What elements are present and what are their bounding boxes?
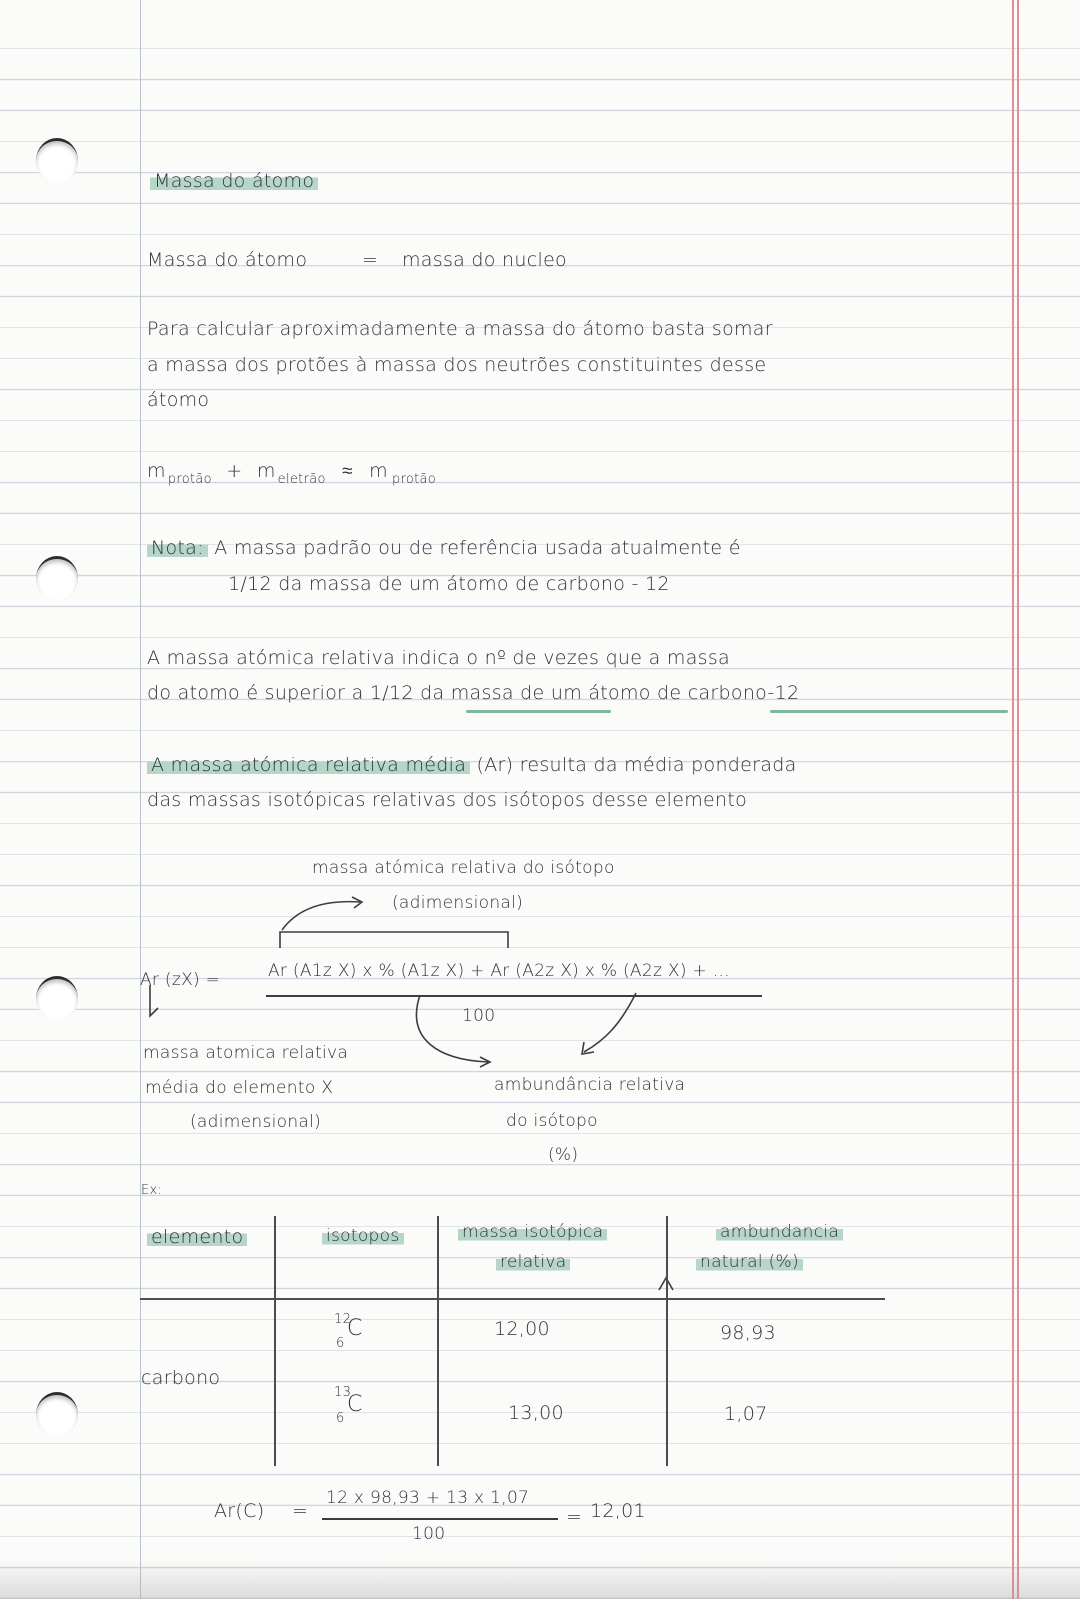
page-title: Massa do átomo [150,170,318,192]
abundance-annotation-line-2: do isótopo [506,1111,598,1131]
mass-line-eq: = [362,249,379,271]
abundance-annotation-line-1: ambundância relativa [494,1075,686,1095]
average-mass-line-2: das massas isotópicas relativas dos isótopos desse elemento [147,789,748,811]
formula-lhs: Ar (zX) = [140,970,221,990]
calc-equals-1: = [292,1500,309,1522]
abundance-annotation-line-3: (%) [548,1145,579,1165]
arrow-head [582,1042,594,1054]
average-annotation-line-1: massa atomica relativa [143,1043,349,1063]
average-mass-line-1: A massa atómica relativa média (Ar) resulta da média ponderada [147,754,797,776]
header-isotopic-mass: massa isotópica [458,1222,607,1242]
isotope-symbol: C [347,1316,363,1341]
header-relative: relativa [496,1252,570,1272]
bracket-line [280,932,508,948]
calc-result: 12,01 [590,1500,646,1522]
table-divider [274,1216,276,1466]
element-carbon: carbono [141,1367,221,1389]
header-isotopes: isotopos [322,1226,404,1246]
isotope-abundance: 1,07 [724,1403,768,1425]
isotope-mass-annotation: massa atómica relativa do isótopo [312,858,615,878]
paragraph-line-3: átomo [147,389,210,411]
abundance-arrow-1 [416,995,488,1062]
relative-mass-line-2: do atomo é superior a 1/12 da massa de um átomo de carbono-12 [147,682,800,704]
formula-numerator: Ar (A1z X) x % (A1z X) + Ar (A2z X) x % (A2z X) + ... [268,961,730,981]
annotation-arrow [282,902,360,930]
isotope-mass: 12,00 [494,1318,550,1340]
calc-lhs: Ar(C) [214,1500,265,1522]
isotope-atomic-number: 6 [336,1336,345,1351]
isotope-abundance: 98,93 [720,1322,776,1344]
header-element: elemento [147,1226,247,1248]
lhs-arrow [150,985,158,1016]
paragraph-line-2: a massa dos protões à massa dos neutrões constituintes desse [147,354,767,376]
mass-line-left: Massa do átomo [147,249,308,271]
abundance-arrow-2 [584,993,636,1052]
note-line-2: 1/12 da massa de um átomo de carbono - 12 [228,573,670,595]
isotope-atomic-number: 6 [336,1411,345,1426]
calc-equals-2: = [566,1506,583,1528]
calc-fraction-bar [322,1518,558,1520]
formula-denominator: 100 [462,1006,496,1026]
table-divider [437,1216,439,1466]
note-line-1: Nota: A massa padrão ou de referência usada atualmente é [147,537,741,559]
average-annotation-line-3: (adimensional) [190,1112,322,1132]
paragraph-line-1: Para calcular aproximadamente a massa do átomo basta somar [147,318,773,340]
mass-line-right: massa do nucleo [402,249,567,271]
header-natural: natural (%) [696,1252,803,1272]
approximation-line: m $_{protão}$ + m $_{eletrão}$ ≈ m $_{protão}$ [147,460,437,487]
header-abundance: ambundancia [716,1222,843,1242]
isotope-mass-number: 12 [334,1312,352,1327]
table-header-rule [140,1298,885,1300]
calc-numerator: 12 x 98,93 + 13 x 1,07 [326,1488,530,1508]
isotope-mass: 13,00 [508,1402,564,1424]
example-label: Ex: [141,1183,163,1198]
average-annotation-line-2: média do elemento X [145,1078,334,1098]
table-divider [666,1216,668,1466]
relative-mass-line-1: A massa atómica relativa indica o nº de vezes que a massa [147,647,730,669]
isotope-mass-annotation-unit: (adimensional) [392,893,524,913]
calc-denominator: 100 [412,1524,446,1544]
isotope-symbol: C [347,1392,363,1417]
isotope-mass-number: 13 [334,1385,352,1400]
